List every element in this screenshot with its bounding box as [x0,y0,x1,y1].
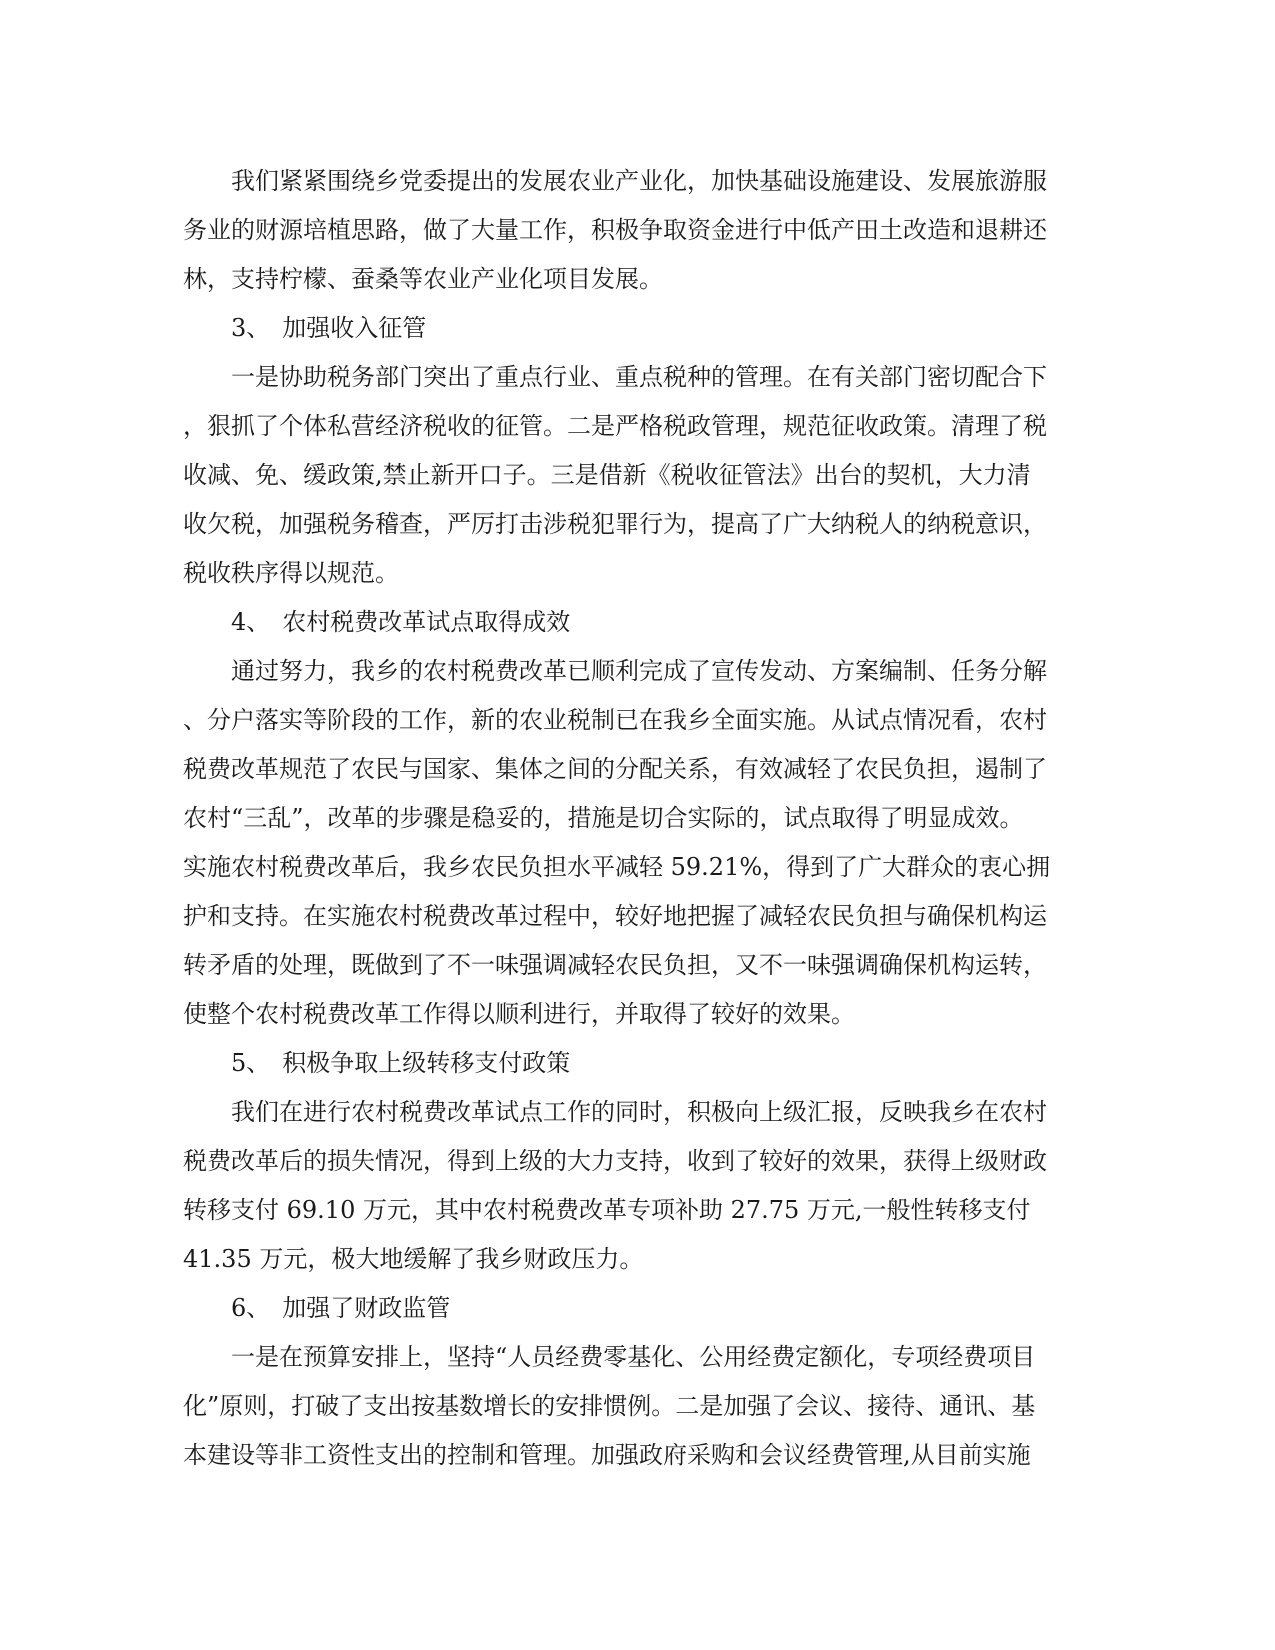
text-line: 3、 加强收入征管 [231,314,427,342]
text-line: 实施农村税费改革后，我乡农民负担水平减轻 59.21%，得到了广大群众的衷心拥 [183,853,1051,881]
text-line: 化”原则，打破了支出按基数增长的安排惯例。二是加强了会议、接待、通讯、基 [183,1392,1036,1420]
text-line: 税费改革规范了农民与国家、集体之间的分配关系，有效减轻了农民负担，遏制了 [183,755,1047,783]
text-line: 41.35 万元，极大地缓解了我乡财政压力。 [183,1245,644,1273]
text-line: 5、 积极争取上级转移支付政策 [231,1049,571,1077]
text-line: 转移支付 69.10 万元，其中农村税费改革专项补助 27.75 万元,一般性转移支付 [183,1196,1031,1224]
text-line: 通过努力，我乡的农村税费改革已顺利完成了宣传发动、方案编制、任务分解 [231,657,1047,685]
text-line: 税收秩序得以规范。 [183,559,399,587]
text-line: 林，支持柠檬、蚕桑等农业产业化项目发展。 [183,265,663,293]
text-line: 农村“三乱”，改革的步骤是稳妥的，措施是切合实际的，试点取得了明显成效。 [183,804,1024,832]
text-line: 本建设等非工资性支出的控制和管理。加强政府采购和会议经费管理,从目前实施 [183,1441,1031,1469]
document-body [183,157,1090,1480]
text-line: 一是在预算安排上，坚持“人员经费零基化、公用经费定额化，专项经费项目 [231,1343,1036,1371]
text-line: 收减、免、缓政策,禁止新开口子。三是借新《税收征管法》出台的契机，大力清 [183,461,1031,489]
text-line: 我们紧紧围绕乡党委提出的发展农业产业化，加快基础设施建设、发展旅游服 [231,167,1047,195]
text-line: 税费改革后的损失情况，得到上级的大力支持，收到了较好的效果，获得上级财政 [183,1147,1047,1175]
text-line: 6、 加强了财政监管 [231,1294,451,1322]
text-line: ，狠抓了个体私营经济税收的征管。二是严格税政管理，规范征收政策。清理了税 [183,412,1047,440]
text-line: 护和支持。在实施农村税费改革过程中，较好地把握了减轻农民负担与确保机构运 [183,902,1047,930]
text-line: 4、 农村税费改革试点取得成效 [231,608,571,636]
text-line: 收欠税，加强税务稽查，严厉打击涉税犯罪行为，提高了广大纳税人的纳税意识， [183,510,1047,538]
text-line: 我们在进行农村税费改革试点工作的同时，积极向上级汇报，反映我乡在农村 [231,1098,1047,1126]
text-line: 使整个农村税费改革工作得以顺利进行，并取得了较好的效果。 [183,1000,855,1028]
text-line: 、分户落实等阶段的工作，新的农业税制已在我乡全面实施。从试点情况看，农村 [183,706,1047,734]
text-line: 转矛盾的处理，既做到了不一味强调减轻农民负担，又不一味强调确保机构运转， [183,951,1047,979]
text-line: 一是协助税务部门突出了重点行业、重点税种的管理。在有关部门密切配合下 [231,363,1047,391]
text-line: 务业的财源培植思路，做了大量工作，积极争取资金进行中低产田土改造和退耕还 [183,216,1047,244]
